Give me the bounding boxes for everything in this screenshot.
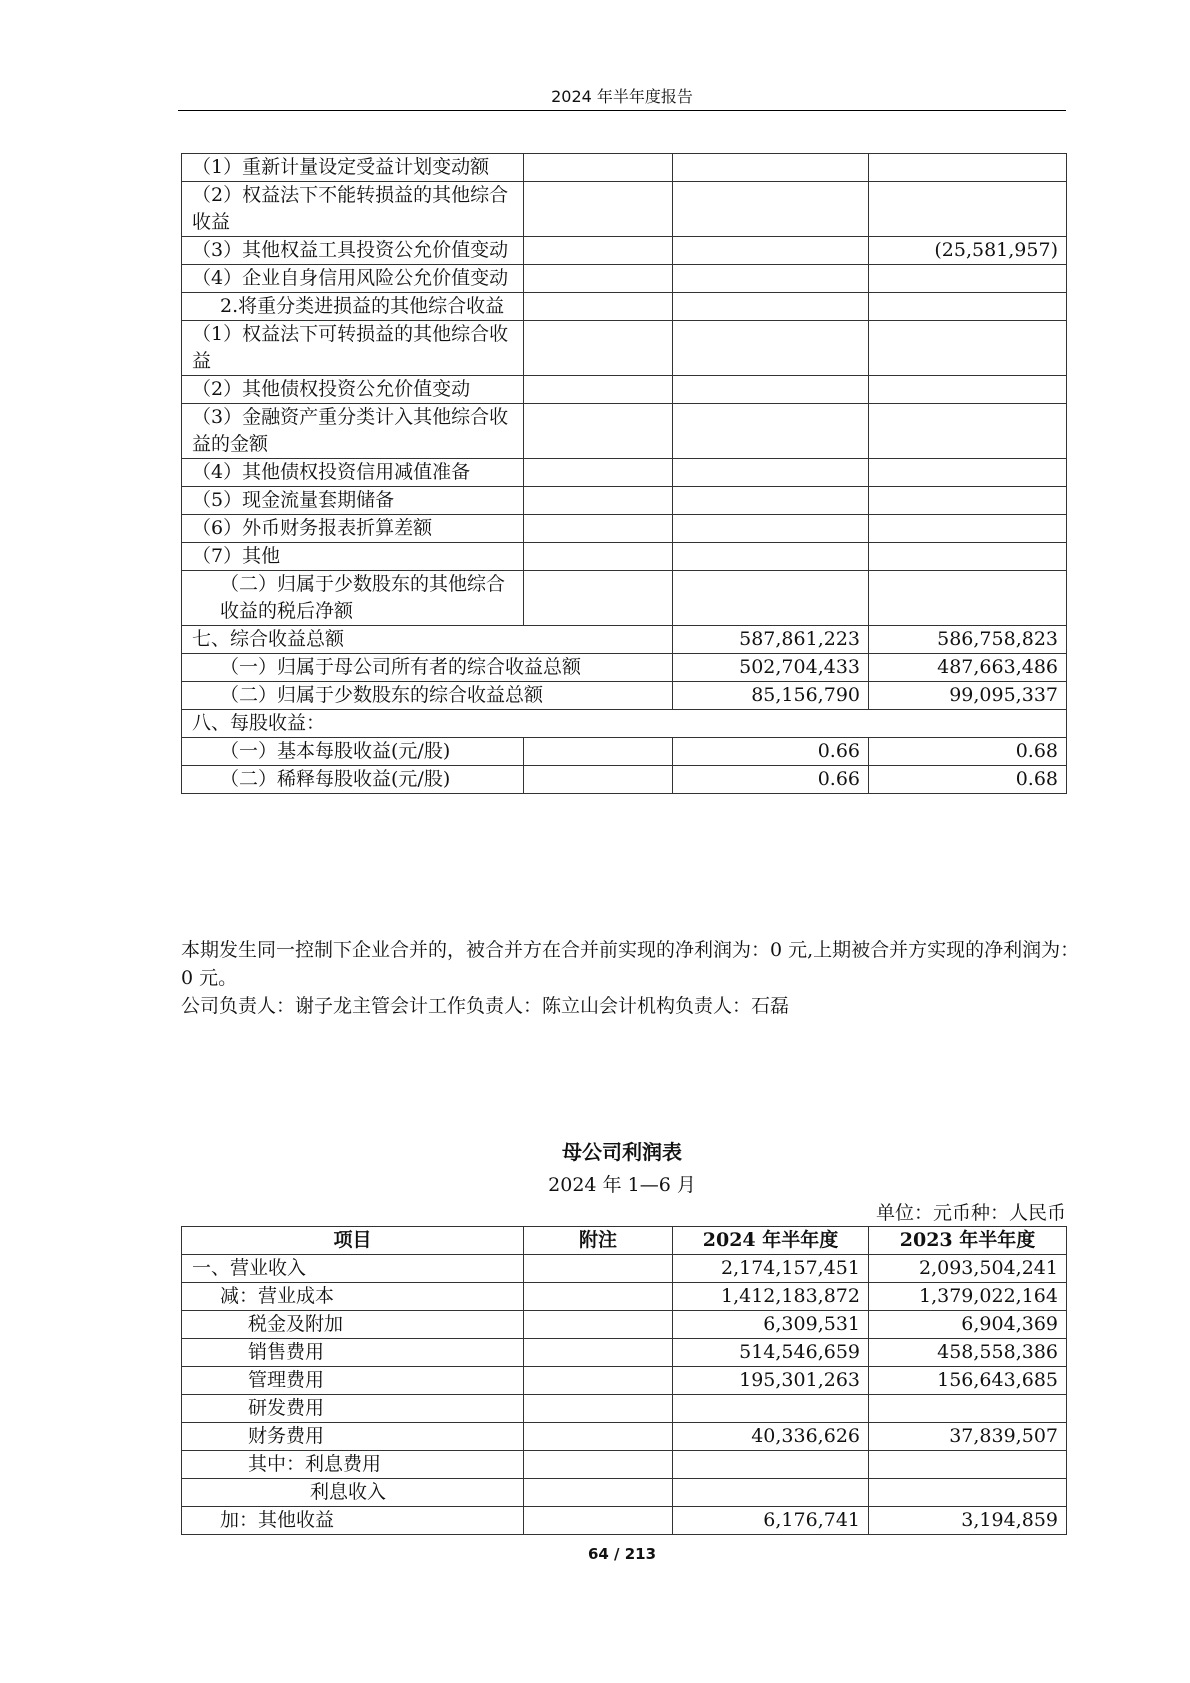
comprehensive-income-table-continued (181, 153, 1067, 794)
row-label: （3）金融资产重分类计入其他综合收益的金额 (182, 404, 524, 459)
table-row (182, 1423, 1067, 1451)
header-note: 附注 (524, 1227, 673, 1255)
prior-period-value (869, 293, 1067, 321)
table-row (182, 404, 1067, 459)
row-label: 财务费用 (182, 1423, 524, 1451)
row-label: 管理费用 (182, 1367, 524, 1395)
prior-period-value (869, 571, 1067, 626)
table-row (182, 321, 1067, 376)
current-period-value: 6,176,741 (673, 1507, 869, 1535)
table-row (182, 459, 1067, 487)
prior-period-value (869, 376, 1067, 404)
table-row (182, 543, 1067, 571)
table-row (182, 182, 1067, 237)
signers-note: 公司负责人：谢子龙主管会计工作负责人：陈立山会计机构负责人：石磊 (181, 995, 790, 1017)
current-period-value: 2,174,157,451 (673, 1255, 869, 1283)
table-row (182, 710, 1067, 738)
note-cell (524, 1283, 673, 1311)
table-row (182, 766, 1067, 794)
current-period-value (673, 515, 869, 543)
page-number: 64 / 213 (587, 1545, 657, 1563)
header-rule (178, 110, 1066, 111)
current-period-value: 6,309,531 (673, 1311, 869, 1339)
note-cell (524, 766, 673, 794)
page-header: 2024 年半年度报告 (551, 87, 693, 106)
row-label: （1）权益法下可转损益的其他综合收益 (182, 321, 524, 376)
table-row (182, 1479, 1067, 1507)
current-period-value (673, 321, 869, 376)
current-period-value: 85,156,790 (673, 682, 869, 710)
table-row (182, 1395, 1067, 1423)
row-label: （二）归属于少数股东的综合收益总额 (182, 682, 673, 710)
current-period-value (673, 237, 869, 265)
row-label: 八、每股收益： (182, 710, 1067, 738)
note-cell (524, 543, 673, 571)
prior-period-value (869, 543, 1067, 571)
prior-period-value: 586,758,823 (869, 626, 1067, 654)
row-label: 一、营业收入 (182, 1255, 524, 1283)
current-period-value (673, 154, 869, 182)
table-row (182, 154, 1067, 182)
table-row (182, 487, 1067, 515)
table-row (182, 1311, 1067, 1339)
current-period-value (673, 376, 869, 404)
table-row (182, 571, 1067, 626)
prior-period-value (869, 404, 1067, 459)
table-row (182, 265, 1067, 293)
prior-period-value: 3,194,859 (869, 1507, 1067, 1535)
current-period-value: 195,301,263 (673, 1367, 869, 1395)
table-header-row (182, 1227, 1067, 1255)
row-label: 研发费用 (182, 1395, 524, 1423)
note-cell (524, 487, 673, 515)
table-row (182, 682, 1067, 710)
current-period-value (673, 543, 869, 571)
prior-period-value (869, 515, 1067, 543)
current-period-value: 0.66 (673, 766, 869, 794)
row-label: （4）其他债权投资信用减值准备 (182, 459, 524, 487)
prior-period-value (869, 459, 1067, 487)
current-period-value (673, 487, 869, 515)
current-period-value: 0.66 (673, 738, 869, 766)
note-cell (524, 237, 673, 265)
note-cell (524, 154, 673, 182)
row-label: 税金及附加 (182, 1311, 524, 1339)
table-row (182, 1451, 1067, 1479)
table-row (182, 626, 1067, 654)
prior-period-value: 2,093,504,241 (869, 1255, 1067, 1283)
row-label: （一）归属于母公司所有者的综合收益总额 (182, 654, 673, 682)
row-label: 2.将重分类进损益的其他综合收益 (182, 293, 524, 321)
note-cell (524, 404, 673, 459)
row-label: （二）归属于少数股东的其他综合收益的税后净额 (182, 571, 524, 626)
note-cell (524, 459, 673, 487)
prior-period-value (869, 265, 1067, 293)
table-row (182, 237, 1067, 265)
merger-note: 本期发生同一控制下企业合并的，被合并方在合并前实现的净利润为：0 元,上期被合并方实现的净利润为：0 元。 (181, 939, 1080, 989)
table-row (182, 1255, 1067, 1283)
prior-period-value: 156,643,685 (869, 1367, 1067, 1395)
current-period-value: 587,861,223 (673, 626, 869, 654)
table-row (182, 654, 1067, 682)
statement-title: 母公司利润表 (562, 1140, 682, 1164)
current-period-value (673, 404, 869, 459)
prior-period-value (869, 487, 1067, 515)
row-label: （7）其他 (182, 543, 524, 571)
prior-period-value (869, 321, 1067, 376)
current-period-value (673, 459, 869, 487)
prior-period-value (869, 1451, 1067, 1479)
note-cell (524, 293, 673, 321)
note-cell (524, 1395, 673, 1423)
current-period-value: 40,336,626 (673, 1423, 869, 1451)
row-label: 七、综合收益总额 (182, 626, 673, 654)
table-row (182, 1339, 1067, 1367)
row-label: 加：其他收益 (182, 1507, 524, 1535)
current-period-value: 1,412,183,872 (673, 1283, 869, 1311)
current-period-value (673, 571, 869, 626)
table-row (182, 738, 1067, 766)
header-item: 项目 (182, 1227, 524, 1255)
current-period-value (673, 1479, 869, 1507)
prior-period-value (869, 182, 1067, 237)
note-cell (524, 1311, 673, 1339)
prior-period-value: 0.68 (869, 766, 1067, 794)
table-row (182, 515, 1067, 543)
current-period-value: 502,704,433 (673, 654, 869, 682)
header-prior-period: 2023 年半年度 (869, 1227, 1067, 1255)
row-label: （6）外币财务报表折算差额 (182, 515, 524, 543)
prior-period-value: 1,379,022,164 (869, 1283, 1067, 1311)
prior-period-value: 0.68 (869, 738, 1067, 766)
header-current-period: 2024 年半年度 (673, 1227, 869, 1255)
current-period-value (673, 1451, 869, 1479)
current-period-value: 514,546,659 (673, 1339, 869, 1367)
note-cell (524, 1423, 673, 1451)
prior-period-value: 37,839,507 (869, 1423, 1067, 1451)
row-label: 销售费用 (182, 1339, 524, 1367)
row-label: 利息收入 (182, 1479, 524, 1507)
row-label: （1）重新计量设定受益计划变动额 (182, 154, 524, 182)
current-period-value (673, 1395, 869, 1423)
row-label: （一）基本每股收益(元/股) (182, 738, 524, 766)
table-row (182, 1283, 1067, 1311)
note-cell (524, 321, 673, 376)
prior-period-value (869, 154, 1067, 182)
current-period-value (673, 182, 869, 237)
prior-period-value: 487,663,486 (869, 654, 1067, 682)
note-cell (524, 376, 673, 404)
note-cell (524, 571, 673, 626)
prior-period-value (869, 1395, 1067, 1423)
row-label: 其中：利息费用 (182, 1451, 524, 1479)
table-row (182, 1507, 1067, 1535)
note-cell (524, 1367, 673, 1395)
note-cell (524, 1479, 673, 1507)
current-period-value (673, 293, 869, 321)
row-label: （4）企业自身信用风险公允价值变动 (182, 265, 524, 293)
current-period-value (673, 265, 869, 293)
parent-income-statement-table (181, 1226, 1067, 1535)
note-cell (524, 1451, 673, 1479)
row-label: （二）稀释每股收益(元/股) (182, 766, 524, 794)
note-cell (524, 1255, 673, 1283)
prior-period-value: 6,904,369 (869, 1311, 1067, 1339)
note-cell (524, 182, 673, 237)
note-cell (524, 1507, 673, 1535)
statement-period: 2024 年 1—6 月 (548, 1174, 696, 1196)
row-label: 减：营业成本 (182, 1283, 524, 1311)
prior-period-value (869, 1479, 1067, 1507)
prior-period-value: (25,581,957) (869, 237, 1067, 265)
note-cell (524, 265, 673, 293)
table-row (182, 376, 1067, 404)
row-label: （2）权益法下不能转损益的其他综合收益 (182, 182, 524, 237)
row-label: （2）其他债权投资公允价值变动 (182, 376, 524, 404)
prior-period-value: 99,095,337 (869, 682, 1067, 710)
table-row (182, 293, 1067, 321)
row-label: （5）现金流量套期储备 (182, 487, 524, 515)
currency-unit: 单位：元币种：人民币 (875, 1202, 1066, 1224)
note-cell (524, 1339, 673, 1367)
row-label: （3）其他权益工具投资公允价值变动 (182, 237, 524, 265)
note-cell (524, 515, 673, 543)
note-cell (524, 738, 673, 766)
prior-period-value: 458,558,386 (869, 1339, 1067, 1367)
table-row (182, 1367, 1067, 1395)
